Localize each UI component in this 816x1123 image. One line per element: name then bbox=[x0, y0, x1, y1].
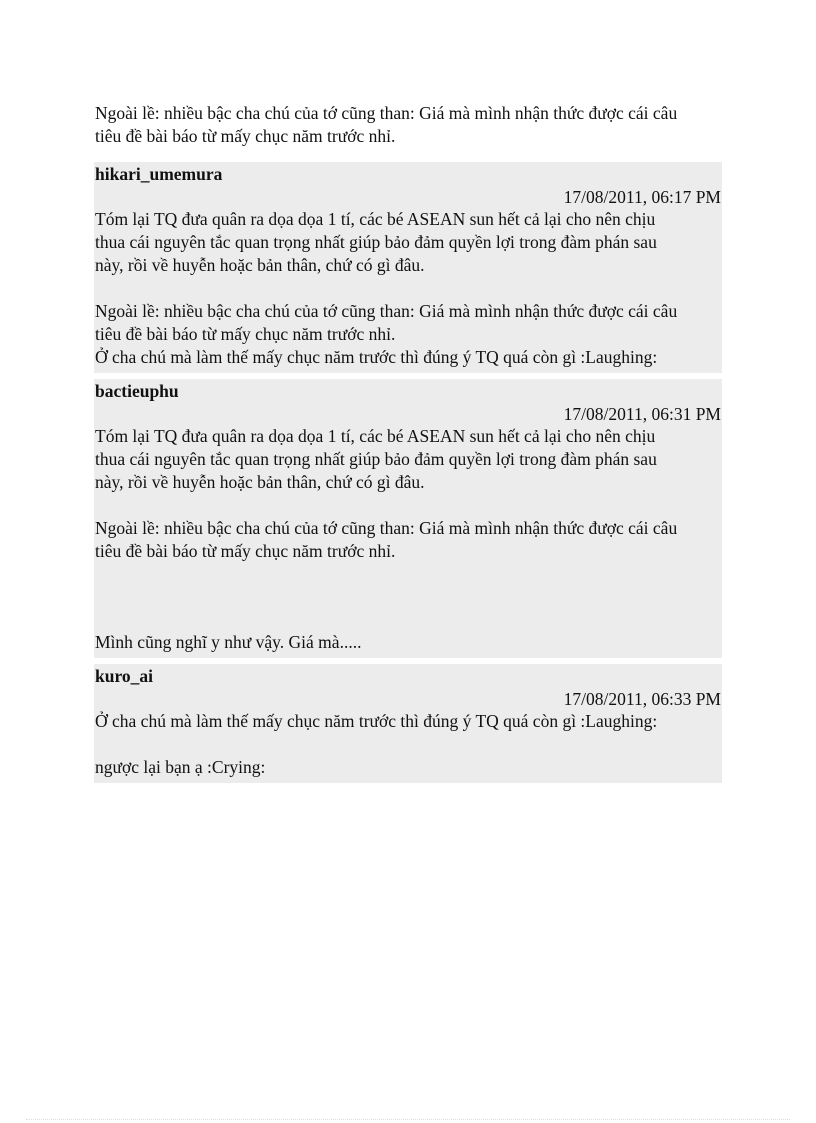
post-author[interactable]: hikari_umemura bbox=[95, 164, 223, 184]
post-body bbox=[94, 425, 722, 658]
post-line: tiêu đề bài báo từ mấy chục năm trước nhỉ. bbox=[95, 324, 396, 344]
page-divider bbox=[26, 1119, 790, 1120]
intro-line: tiêu đề bài báo từ mấy chục năm trước nhỉ. bbox=[95, 126, 396, 146]
paragraph-gap bbox=[95, 733, 722, 756]
post-line: Ngoài lề: nhiều bậc cha chú của tớ cũng than: Giá mà mình nhận thức được cái câu bbox=[95, 301, 678, 321]
post-line: Tóm lại TQ đưa quân ra dọa dọa 1 tí, các bé ASEAN sun hết cả lại cho nên chịu bbox=[95, 209, 656, 229]
post-author[interactable]: kuro_ai bbox=[95, 666, 154, 686]
post-line: Ở cha chú mà làm thế mấy chục năm trước thì đúng ý TQ quá còn gì :Laughing: bbox=[95, 347, 658, 367]
post-header bbox=[94, 664, 722, 688]
post-reply: ngược lại bạn ạ :Crying: bbox=[95, 757, 266, 777]
post-author[interactable]: bactieuphu bbox=[95, 381, 179, 401]
paragraph-gap bbox=[95, 277, 722, 300]
post-date: 17/08/2011, 06:17 PM bbox=[94, 186, 722, 208]
post-line: Tóm lại TQ đưa quân ra dọa dọa 1 tí, các bé ASEAN sun hết cả lại cho nên chịu bbox=[95, 426, 656, 446]
post-line: Ngoài lề: nhiều bậc cha chú của tớ cũng than: Giá mà mình nhận thức được cái câu bbox=[95, 518, 678, 538]
forum-thread bbox=[94, 102, 722, 783]
post-date: 17/08/2011, 06:33 PM bbox=[94, 688, 722, 710]
paragraph-gap bbox=[95, 494, 722, 517]
post-reply: Mình cũng nghĩ y như vậy. Giá mà..... bbox=[95, 632, 362, 652]
intro-line: Ngoài lề: nhiều bậc cha chú của tớ cũng than: Giá mà mình nhận thức được cái câu bbox=[95, 103, 678, 123]
intro-text bbox=[94, 102, 722, 148]
post-line: thua cái nguyên tắc quan trọng nhất giúp bảo đảm quyền lợi trong đàm phán sau bbox=[95, 449, 657, 469]
post-line: này, rồi về huyễn hoặc bản thân, chứ có gì đâu. bbox=[95, 255, 425, 275]
post-body bbox=[94, 710, 722, 783]
post-line: thua cái nguyên tắc quan trọng nhất giúp bảo đảm quyền lợi trong đàm phán sau bbox=[95, 232, 657, 252]
post-line: Ở cha chú mà làm thế mấy chục năm trước thì đúng ý TQ quá còn gì :Laughing: bbox=[95, 711, 658, 731]
post-header bbox=[94, 379, 722, 403]
post-date: 17/08/2011, 06:31 PM bbox=[94, 403, 722, 425]
post-line: tiêu đề bài báo từ mấy chục năm trước nhỉ. bbox=[95, 541, 396, 561]
post-line: này, rồi về huyễn hoặc bản thân, chứ có gì đâu. bbox=[95, 472, 425, 492]
paragraph-gap bbox=[95, 563, 722, 631]
post-body bbox=[94, 208, 722, 373]
post-header bbox=[94, 162, 722, 186]
